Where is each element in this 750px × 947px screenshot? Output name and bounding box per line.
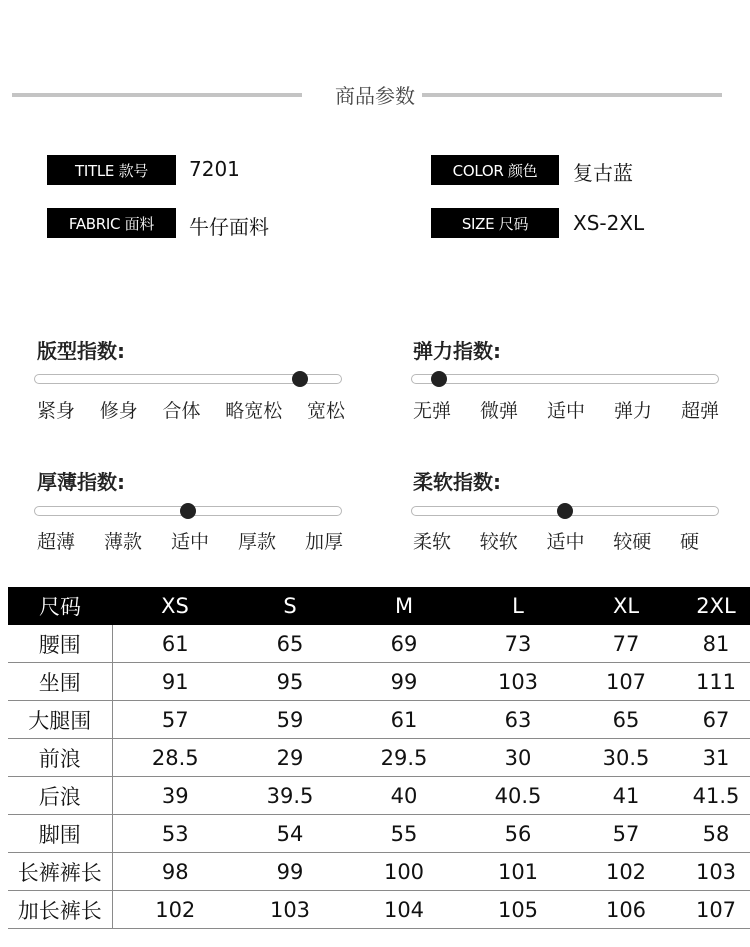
table-cell: 脚围: [8, 815, 112, 853]
table-cell: 加长裤长: [8, 891, 112, 929]
option-label: 柔软: [413, 531, 452, 553]
table-cell: 40: [342, 777, 466, 815]
spec-label-title: TITLE 款号: [47, 155, 176, 185]
table-cell: 29.5: [342, 739, 466, 777]
spec-value-title: 7201: [189, 157, 240, 181]
table-cell: 67: [682, 701, 750, 739]
elasticity-index-options: [413, 396, 719, 423]
option-label: 微弹: [479, 400, 518, 422]
table-cell: 65: [238, 625, 342, 663]
fit-index-knob: [292, 371, 308, 387]
table-cell: 63: [466, 701, 570, 739]
table-cell: 大腿围: [8, 701, 112, 739]
option-label: 加厚: [304, 531, 343, 553]
section-title: 商品参数: [335, 84, 415, 108]
table-cell: 103: [238, 891, 342, 929]
table-cell: 106: [570, 891, 682, 929]
fit-index-options: [37, 396, 345, 423]
header-divider-right: [422, 93, 722, 97]
option-label: 超弹: [680, 400, 719, 422]
option-label: 紧身: [37, 400, 76, 422]
table-cell: 99: [238, 853, 342, 891]
size-table: [8, 587, 750, 929]
option-label: 弹力: [613, 400, 652, 422]
option-label: 超薄: [37, 531, 76, 553]
option-label: 适中: [546, 531, 585, 553]
table-cell: 前浪: [8, 739, 112, 777]
table-cell: 长裤裤长: [8, 853, 112, 891]
spec-label-size: SIZE 尺码: [431, 208, 559, 238]
table-cell: 39.5: [238, 777, 342, 815]
table-cell: 102: [112, 891, 238, 929]
table-cell: 57: [570, 815, 682, 853]
table-cell: 104: [342, 891, 466, 929]
table-cell: 29: [238, 739, 342, 777]
table-cell: 54: [238, 815, 342, 853]
table-cell: 55: [342, 815, 466, 853]
header-cell: 尺码: [8, 587, 112, 625]
spec-value-size: XS-2XL: [573, 211, 645, 235]
option-label: 较硬: [613, 531, 652, 553]
elasticity-index-track: [411, 374, 719, 384]
table-cell: 111: [682, 663, 750, 701]
header-cell: L: [466, 587, 570, 625]
table-row: [8, 625, 750, 663]
table-cell: 103: [682, 853, 750, 891]
table-row: [8, 739, 750, 777]
table-cell: 65: [570, 701, 682, 739]
table-row: [8, 777, 750, 815]
header-cell: S: [238, 587, 342, 625]
table-cell: 98: [112, 853, 238, 891]
header-cell: 2XL: [682, 587, 750, 625]
table-row: [8, 701, 750, 739]
table-cell: 28.5: [112, 739, 238, 777]
header-cell: XL: [570, 587, 682, 625]
option-label: 薄款: [103, 531, 142, 553]
elasticity-index-knob: [431, 371, 447, 387]
softness-index-options: [413, 527, 699, 554]
thickness-index-options: [37, 527, 343, 554]
table-cell: 101: [466, 853, 570, 891]
spec-value-color: 复古蓝: [573, 161, 633, 185]
table-cell: 57: [112, 701, 238, 739]
spec-value-fabric: 牛仔面料: [189, 215, 269, 239]
table-cell: 107: [570, 663, 682, 701]
table-cell: 41.5: [682, 777, 750, 815]
table-cell: 95: [238, 663, 342, 701]
thickness-index-title: 厚薄指数:: [37, 470, 125, 494]
option-label: 适中: [170, 531, 209, 553]
table-cell: 30.5: [570, 739, 682, 777]
table-cell: 81: [682, 625, 750, 663]
elasticity-index-title: 弹力指数:: [413, 339, 501, 363]
softness-index-knob: [557, 503, 573, 519]
table-cell: 56: [466, 815, 570, 853]
table-cell: 102: [570, 853, 682, 891]
table-cell: 99: [342, 663, 466, 701]
option-label: 略宽松: [225, 400, 283, 422]
table-cell: 59: [238, 701, 342, 739]
option-label: 硬: [679, 531, 699, 553]
table-cell: 105: [466, 891, 570, 929]
table-row: [8, 853, 750, 891]
table-cell: 后浪: [8, 777, 112, 815]
table-cell: 31: [682, 739, 750, 777]
softness-index-title: 柔软指数:: [413, 470, 501, 494]
table-cell: 61: [112, 625, 238, 663]
table-row: [8, 891, 750, 929]
option-label: 修身: [99, 400, 138, 422]
table-cell: 58: [682, 815, 750, 853]
spec-label-fabric: FABRIC 面料: [47, 208, 176, 238]
fit-index-title: 版型指数:: [37, 339, 125, 363]
table-cell: 40.5: [466, 777, 570, 815]
table-row: [8, 815, 750, 853]
option-label: 较软: [479, 531, 518, 553]
table-cell: 39: [112, 777, 238, 815]
table-cell: 100: [342, 853, 466, 891]
header-divider-left: [12, 93, 302, 97]
table-cell: 91: [112, 663, 238, 701]
table-cell: 腰围: [8, 625, 112, 663]
table-cell: 41: [570, 777, 682, 815]
option-label: 合体: [162, 400, 201, 422]
spec-label-color: COLOR 颜色: [431, 155, 559, 185]
size-table-header: [8, 587, 750, 625]
table-cell: 坐围: [8, 663, 112, 701]
option-label: 厚款: [237, 531, 276, 553]
table-cell: 103: [466, 663, 570, 701]
table-cell: 69: [342, 625, 466, 663]
table-cell: 30: [466, 739, 570, 777]
thickness-index-knob: [180, 503, 196, 519]
table-row: [8, 663, 750, 701]
table-cell: 77: [570, 625, 682, 663]
table-cell: 53: [112, 815, 238, 853]
table-cell: 73: [466, 625, 570, 663]
header-cell: M: [342, 587, 466, 625]
option-label: 适中: [546, 400, 585, 422]
option-label: 无弹: [413, 400, 452, 422]
header-cell: XS: [112, 587, 238, 625]
table-cell: 107: [682, 891, 750, 929]
table-cell: 61: [342, 701, 466, 739]
option-label: 宽松: [306, 400, 345, 422]
